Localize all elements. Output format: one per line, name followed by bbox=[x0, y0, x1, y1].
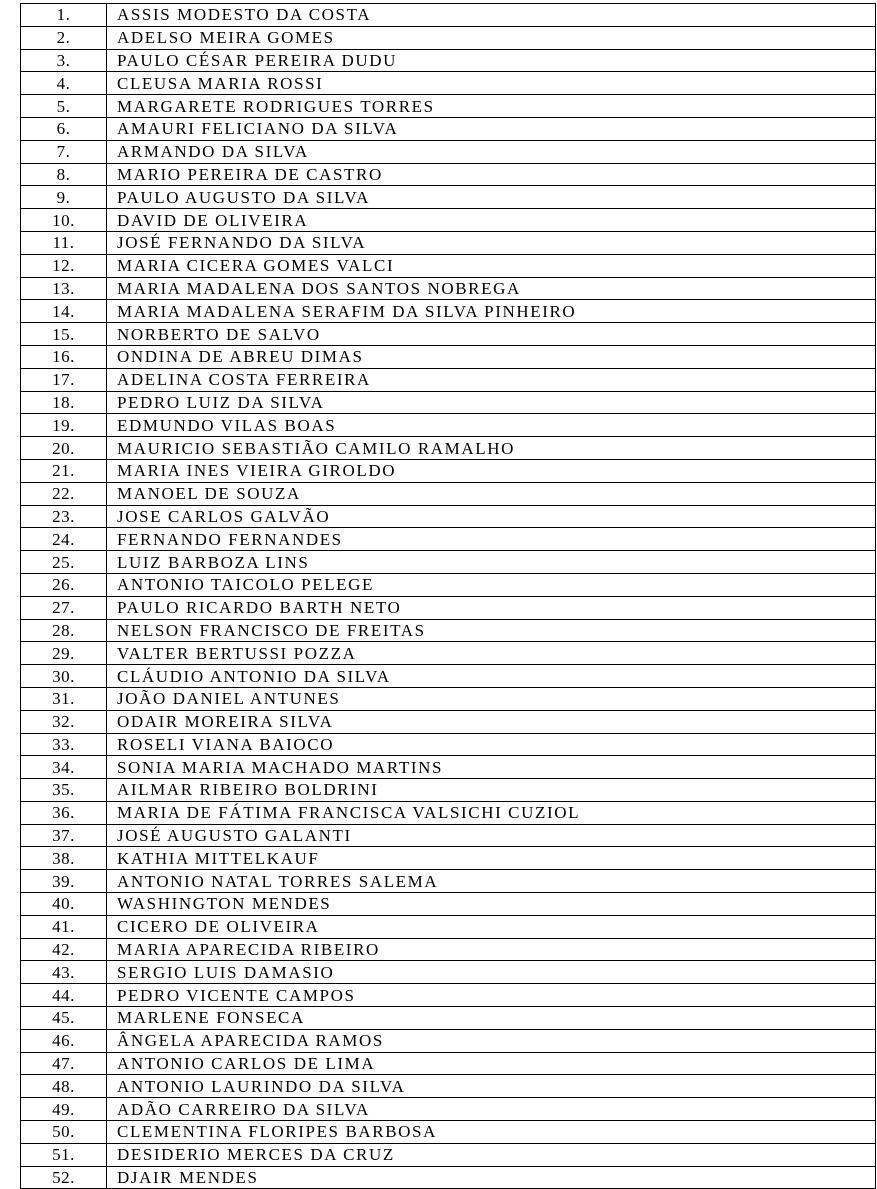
table-row bbox=[21, 642, 876, 665]
table-row bbox=[21, 961, 876, 984]
person-name: KATHIA MITTELKAUF bbox=[107, 847, 876, 870]
person-name: JOÃO DANIEL ANTUNES bbox=[107, 687, 876, 710]
row-number: 41. bbox=[21, 915, 107, 938]
person-name: MARIA MADALENA SERAFIM DA SILVA PINHEIRO bbox=[107, 300, 876, 323]
names-table-body bbox=[21, 4, 876, 1189]
table-row bbox=[21, 437, 876, 460]
person-name: ANTONIO NATAL TORRES SALEMA bbox=[107, 870, 876, 893]
table-row bbox=[21, 277, 876, 300]
table-row bbox=[21, 779, 876, 802]
table-row bbox=[21, 300, 876, 323]
row-number: 24. bbox=[21, 528, 107, 551]
row-number: 25. bbox=[21, 551, 107, 574]
row-number: 35. bbox=[21, 779, 107, 802]
table-row bbox=[21, 1075, 876, 1098]
row-number: 39. bbox=[21, 870, 107, 893]
person-name: ANTONIO CARLOS DE LIMA bbox=[107, 1052, 876, 1075]
table-row bbox=[21, 528, 876, 551]
person-name: MARIA INES VIEIRA GIROLDO bbox=[107, 459, 876, 482]
person-name: ADELINA COSTA FERREIRA bbox=[107, 368, 876, 391]
row-number: 27. bbox=[21, 596, 107, 619]
row-number: 20. bbox=[21, 437, 107, 460]
person-name: CLEUSA MARIA ROSSI bbox=[107, 72, 876, 95]
row-number: 37. bbox=[21, 824, 107, 847]
row-number: 32. bbox=[21, 710, 107, 733]
person-name: ODAIR MOREIRA SILVA bbox=[107, 710, 876, 733]
names-table bbox=[20, 3, 876, 1189]
table-row bbox=[21, 459, 876, 482]
table-row bbox=[21, 893, 876, 916]
row-number: 22. bbox=[21, 482, 107, 505]
row-number: 13. bbox=[21, 277, 107, 300]
row-number: 45. bbox=[21, 1007, 107, 1030]
table-row bbox=[21, 186, 876, 209]
person-name: MARLENE FONSECA bbox=[107, 1007, 876, 1030]
row-number: 36. bbox=[21, 801, 107, 824]
row-number: 50. bbox=[21, 1121, 107, 1144]
table-row bbox=[21, 824, 876, 847]
row-number: 33. bbox=[21, 733, 107, 756]
table-row bbox=[21, 345, 876, 368]
person-name: DESIDERIO MERCES DA CRUZ bbox=[107, 1143, 876, 1166]
table-row bbox=[21, 323, 876, 346]
row-number: 31. bbox=[21, 687, 107, 710]
row-number: 14. bbox=[21, 300, 107, 323]
row-number: 51. bbox=[21, 1143, 107, 1166]
row-number: 47. bbox=[21, 1052, 107, 1075]
person-name: AILMAR RIBEIRO BOLDRINI bbox=[107, 779, 876, 802]
row-number: 6. bbox=[21, 117, 107, 140]
person-name: ADÃO CARREIRO DA SILVA bbox=[107, 1098, 876, 1121]
person-name: NORBERTO DE SALVO bbox=[107, 323, 876, 346]
table-row bbox=[21, 847, 876, 870]
person-name: JOSÉ AUGUSTO GALANTI bbox=[107, 824, 876, 847]
table-row bbox=[21, 391, 876, 414]
person-name: VALTER BERTUSSI POZZA bbox=[107, 642, 876, 665]
row-number: 18. bbox=[21, 391, 107, 414]
table-row bbox=[21, 870, 876, 893]
row-number: 34. bbox=[21, 756, 107, 779]
person-name: MAURICIO SEBASTIÃO CAMILO RAMALHO bbox=[107, 437, 876, 460]
row-number: 49. bbox=[21, 1098, 107, 1121]
row-number: 15. bbox=[21, 323, 107, 346]
person-name: LUIZ BARBOZA LINS bbox=[107, 551, 876, 574]
table-row bbox=[21, 49, 876, 72]
person-name: NELSON FRANCISCO DE FREITAS bbox=[107, 619, 876, 642]
row-number: 10. bbox=[21, 209, 107, 232]
row-number: 17. bbox=[21, 368, 107, 391]
row-number: 40. bbox=[21, 893, 107, 916]
table-row bbox=[21, 573, 876, 596]
row-number: 7. bbox=[21, 140, 107, 163]
person-name: AMAURI FELICIANO DA SILVA bbox=[107, 117, 876, 140]
row-number: 4. bbox=[21, 72, 107, 95]
person-name: CLÁUDIO ANTONIO DA SILVA bbox=[107, 665, 876, 688]
table-row bbox=[21, 1007, 876, 1030]
person-name: MARIA CICERA GOMES VALCI bbox=[107, 254, 876, 277]
person-name: JOSE CARLOS GALVÃO bbox=[107, 505, 876, 528]
table-row bbox=[21, 1052, 876, 1075]
person-name: MARIA APARECIDA RIBEIRO bbox=[107, 938, 876, 961]
row-number: 1. bbox=[21, 4, 107, 27]
table-row bbox=[21, 756, 876, 779]
table-row bbox=[21, 619, 876, 642]
row-number: 8. bbox=[21, 163, 107, 186]
table-row bbox=[21, 596, 876, 619]
row-number: 19. bbox=[21, 414, 107, 437]
row-number: 26. bbox=[21, 573, 107, 596]
table-row bbox=[21, 209, 876, 232]
table-row bbox=[21, 984, 876, 1007]
table-row bbox=[21, 368, 876, 391]
person-name: ANTONIO TAICOLO PELEGE bbox=[107, 573, 876, 596]
table-row bbox=[21, 117, 876, 140]
document-page bbox=[20, 3, 875, 1189]
table-row bbox=[21, 505, 876, 528]
table-row bbox=[21, 1098, 876, 1121]
table-row bbox=[21, 1166, 876, 1189]
table-row bbox=[21, 938, 876, 961]
table-row bbox=[21, 1143, 876, 1166]
table-row bbox=[21, 1029, 876, 1052]
row-number: 16. bbox=[21, 345, 107, 368]
table-row bbox=[21, 801, 876, 824]
row-number: 42. bbox=[21, 938, 107, 961]
person-name: ADELSO MEIRA GOMES bbox=[107, 26, 876, 49]
person-name: MARGARETE RODRIGUES TORRES bbox=[107, 95, 876, 118]
table-row bbox=[21, 915, 876, 938]
row-number: 46. bbox=[21, 1029, 107, 1052]
row-number: 30. bbox=[21, 665, 107, 688]
row-number: 12. bbox=[21, 254, 107, 277]
row-number: 21. bbox=[21, 459, 107, 482]
table-row bbox=[21, 687, 876, 710]
table-row bbox=[21, 733, 876, 756]
table-row bbox=[21, 231, 876, 254]
person-name: PEDRO LUIZ DA SILVA bbox=[107, 391, 876, 414]
table-row bbox=[21, 482, 876, 505]
person-name: DAVID DE OLIVEIRA bbox=[107, 209, 876, 232]
person-name: ASSIS MODESTO DA COSTA bbox=[107, 4, 876, 27]
person-name: ROSELI VIANA BAIOCO bbox=[107, 733, 876, 756]
person-name: MARIO PEREIRA DE CASTRO bbox=[107, 163, 876, 186]
person-name: ÂNGELA APARECIDA RAMOS bbox=[107, 1029, 876, 1052]
row-number: 23. bbox=[21, 505, 107, 528]
person-name: PEDRO VICENTE CAMPOS bbox=[107, 984, 876, 1007]
row-number: 28. bbox=[21, 619, 107, 642]
table-row bbox=[21, 72, 876, 95]
person-name: MARIA DE FÁTIMA FRANCISCA VALSICHI CUZIOL bbox=[107, 801, 876, 824]
row-number: 44. bbox=[21, 984, 107, 1007]
table-row bbox=[21, 140, 876, 163]
table-row bbox=[21, 4, 876, 27]
row-number: 38. bbox=[21, 847, 107, 870]
row-number: 11. bbox=[21, 231, 107, 254]
person-name: FERNANDO FERNANDES bbox=[107, 528, 876, 551]
person-name: MARIA MADALENA DOS SANTOS NOBREGA bbox=[107, 277, 876, 300]
table-row bbox=[21, 163, 876, 186]
person-name: ANTONIO LAURINDO DA SILVA bbox=[107, 1075, 876, 1098]
table-row bbox=[21, 414, 876, 437]
person-name: ONDINA DE ABREU DIMAS bbox=[107, 345, 876, 368]
table-row bbox=[21, 95, 876, 118]
person-name: ARMANDO DA SILVA bbox=[107, 140, 876, 163]
person-name: CICERO DE OLIVEIRA bbox=[107, 915, 876, 938]
person-name: EDMUNDO VILAS BOAS bbox=[107, 414, 876, 437]
table-row bbox=[21, 26, 876, 49]
table-row bbox=[21, 254, 876, 277]
row-number: 52. bbox=[21, 1166, 107, 1189]
row-number: 29. bbox=[21, 642, 107, 665]
row-number: 3. bbox=[21, 49, 107, 72]
person-name: PAULO CÉSAR PEREIRA DUDU bbox=[107, 49, 876, 72]
person-name: PAULO AUGUSTO DA SILVA bbox=[107, 186, 876, 209]
row-number: 43. bbox=[21, 961, 107, 984]
table-row bbox=[21, 551, 876, 574]
person-name: SERGIO LUIS DAMASIO bbox=[107, 961, 876, 984]
person-name: CLEMENTINA FLORIPES BARBOSA bbox=[107, 1121, 876, 1144]
row-number: 5. bbox=[21, 95, 107, 118]
table-row bbox=[21, 665, 876, 688]
row-number: 9. bbox=[21, 186, 107, 209]
person-name: WASHINGTON MENDES bbox=[107, 893, 876, 916]
row-number: 2. bbox=[21, 26, 107, 49]
table-row bbox=[21, 1121, 876, 1144]
person-name: PAULO RICARDO BARTH NETO bbox=[107, 596, 876, 619]
person-name: JOSÉ FERNANDO DA SILVA bbox=[107, 231, 876, 254]
person-name: DJAIR MENDES bbox=[107, 1166, 876, 1189]
person-name: MANOEL DE SOUZA bbox=[107, 482, 876, 505]
person-name: SONIA MARIA MACHADO MARTINS bbox=[107, 756, 876, 779]
row-number: 48. bbox=[21, 1075, 107, 1098]
table-row bbox=[21, 710, 876, 733]
